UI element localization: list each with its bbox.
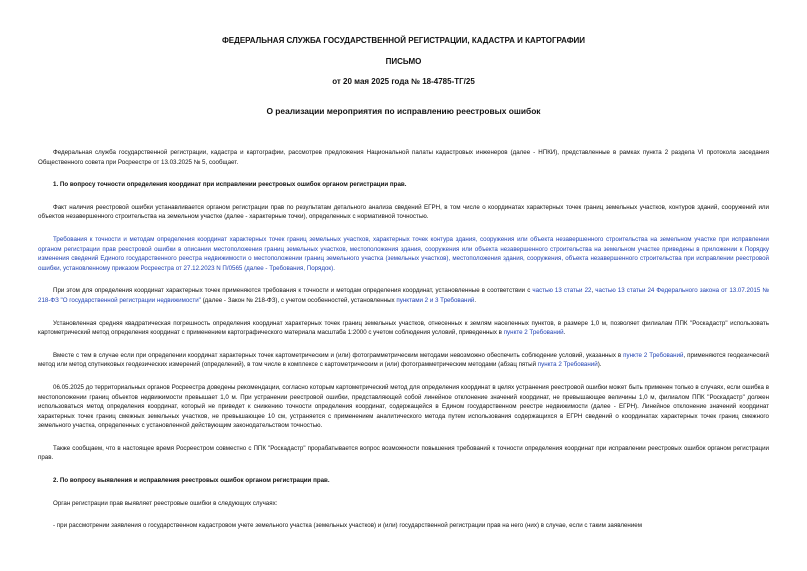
document-date-number: от 20 мая 2025 года № 18-4785-ТГ/25 <box>332 77 475 86</box>
paragraph-recommendations: 06.05.2025 до территориальных органов Росреестра доведены рекомендации, согласно которым картометрический метод для определения координат в целях устранения реестровой ошибки может быть применен только в случаях, если ошибка в местоположении границ объектов недвижимости превышает 1,0 м. При устранении реестровой ошибки, представляющей собой линейное отклонение значений координат, не превышающее величины 1,0 м, филиалом ППК "Роскадастр" должен использоваться метод определения координат, который не приведет к снижению точности определения координат, содержащейся в Едином государственном реестре недвижимости (далее - ЕГРН). Линейное отклонение значений координат характерных точек границ смежных земельных участков, не превышающее 10 см, устраняется с применением аналитического метода путем использования содержащихся в ЕГРН сведений о координатах характерных точек границ смежного земельного участка, определенных с установленной действующим законодательством точностью. <box>38 383 769 430</box>
document-body <box>38 148 769 544</box>
section-heading-2: 2. По вопросу выявления и исправления реестровых ошибок органом регистрации прав. <box>53 477 330 485</box>
law-separator: , <box>591 287 594 295</box>
document-title: О реализации мероприятия по исправлению реестровых ошибок <box>266 106 541 116</box>
error-margin-text: Установленная средняя квадратическая погрешность определения координат характерных точек границ земельных участков, отнесенных к землям населенных пунктов, в размере 1,0 м, позволяет филиалам ППК "Роскадастр" использовать картометрический метод определения координат с применением картографического материала масштаба 1:2000 с учетом соблюдения условий, приведенных в <box>38 319 769 337</box>
geodetic-text-a: Вместе с тем в случае если при определении координат характерных точек картометрическим и (или) фотограмметрическим методами невозможно обеспечить соблюдение условий, указанных в <box>53 351 622 359</box>
point-2-link-c[interactable]: пункта 2 Требований <box>537 361 598 369</box>
paragraph-intro: Федеральная служба государственной регистрации, кадастра и картографии, рассмотрев предложения Национальной палаты кадастровых инженеров (далее - НПКИ), представленные в рамках пункта 2 раздела VI протокола заседания Общественного совета при Росреестре от 13.03.2025 № 5, сообщает. <box>38 149 769 166</box>
paragraph-fact: Факт наличия реестровой ошибки устанавливается органом регистрации прав по результатам детального анализа сведений ЕГРН, в том числе о координатах характерных точек границ земельных участков, контуров зданий, сооружений или объектов незавершенного строительства на земельном участке (далее - характерные точки), определенных с нормативной точностью. <box>38 203 769 221</box>
requirements-tail: (далее - Требования, Порядок). <box>244 264 335 272</box>
point-2-link-b[interactable]: пункте 2 Требований <box>623 351 684 359</box>
federal-law-link[interactable]: частью 13 статьи 24 Федерального закона от 13.07.2015 № 218-ФЗ "О государственной регистрации недвижимости" <box>38 287 769 304</box>
paragraph-case-1: - при рассмотрении заявления о государственном кадастровом учете земельного участка (земельных участков) и (или) государственной регистрации прав на него (них) в случае, если с таким заявлением <box>53 522 642 530</box>
requirements-points-link[interactable]: пунктами 2 и 3 Требований <box>396 296 475 304</box>
point-2-link[interactable]: пункте 2 Требований <box>503 329 564 337</box>
geodetic-text-b: , применяются геодезический метод или метод спутниковых геодезических измерений (определений), в том числе в комплексе с картометрическим и (или) фотограмметрическим методами (абзац пятый <box>38 351 769 369</box>
law-text-b: (далее - Закон № 218-ФЗ), с учетом особенностей, установленных <box>202 296 395 304</box>
geodetic-text-c: ). <box>597 361 602 369</box>
law-text-c: . <box>474 296 477 304</box>
agency-name: ФЕДЕРАЛЬНАЯ СЛУЖБА ГОСУДАРСТВЕННОЙ РЕГИСТРАЦИИ, КАДАСТРА И КАРТОГРАФИИ <box>221 36 586 45</box>
paragraph-also: Также сообщаем, что в настоящее время Росреестром совместно с ППК "Роскадастр" прорабатывается вопрос возможности повышения требований к точности определения координат при исправлении реестровых ошибок органом регистрации прав. <box>38 444 769 462</box>
paragraph-error-margin <box>38 319 769 338</box>
paragraph-geodetic <box>38 351 769 370</box>
error-margin-end: . <box>563 329 566 337</box>
document-type: ПИСЬМО <box>385 57 422 66</box>
paragraph-law-reference <box>38 286 769 305</box>
requirements-text: Требования к точности и методам определения координат характерных точек границ земельных участков, характерных точек контура здания, сооружения или объекта незавершенного строительства на земельном участке при исправлении органом регистрации прав реестровой ошибки в описании местоположения границ земельных участков, местоположения здания, сооружения или объекта незавершенного строительства на земельном участке приведены в приложении к Порядку изменения сведений Единого государственного реестра недвижимости о местоположении границ земельного участка (земельных участков), местоположения здания, сооружения, объекта незавершенного строительства при исправлении реестровой ошибки, установленному <box>38 235 769 272</box>
law-text-a: При этом для определения координат характерных точек применяются требования к точности и методам определения координат, установленные в соответствии с <box>53 287 531 295</box>
part-13-art-22-link[interactable]: частью 13 статьи 22 <box>532 287 592 295</box>
paragraph-cases: Орган регистрации прав выявляет реестровые ошибки в следующих случаях: <box>53 499 278 507</box>
paragraph-requirements <box>38 235 769 273</box>
order-link[interactable]: приказом Росреестра от 27.12.2023 N П/0565 <box>111 264 243 272</box>
section-heading-1: 1. По вопросу точности определения координат при исправлении реестровых ошибок органом регистрации прав. <box>53 181 407 189</box>
